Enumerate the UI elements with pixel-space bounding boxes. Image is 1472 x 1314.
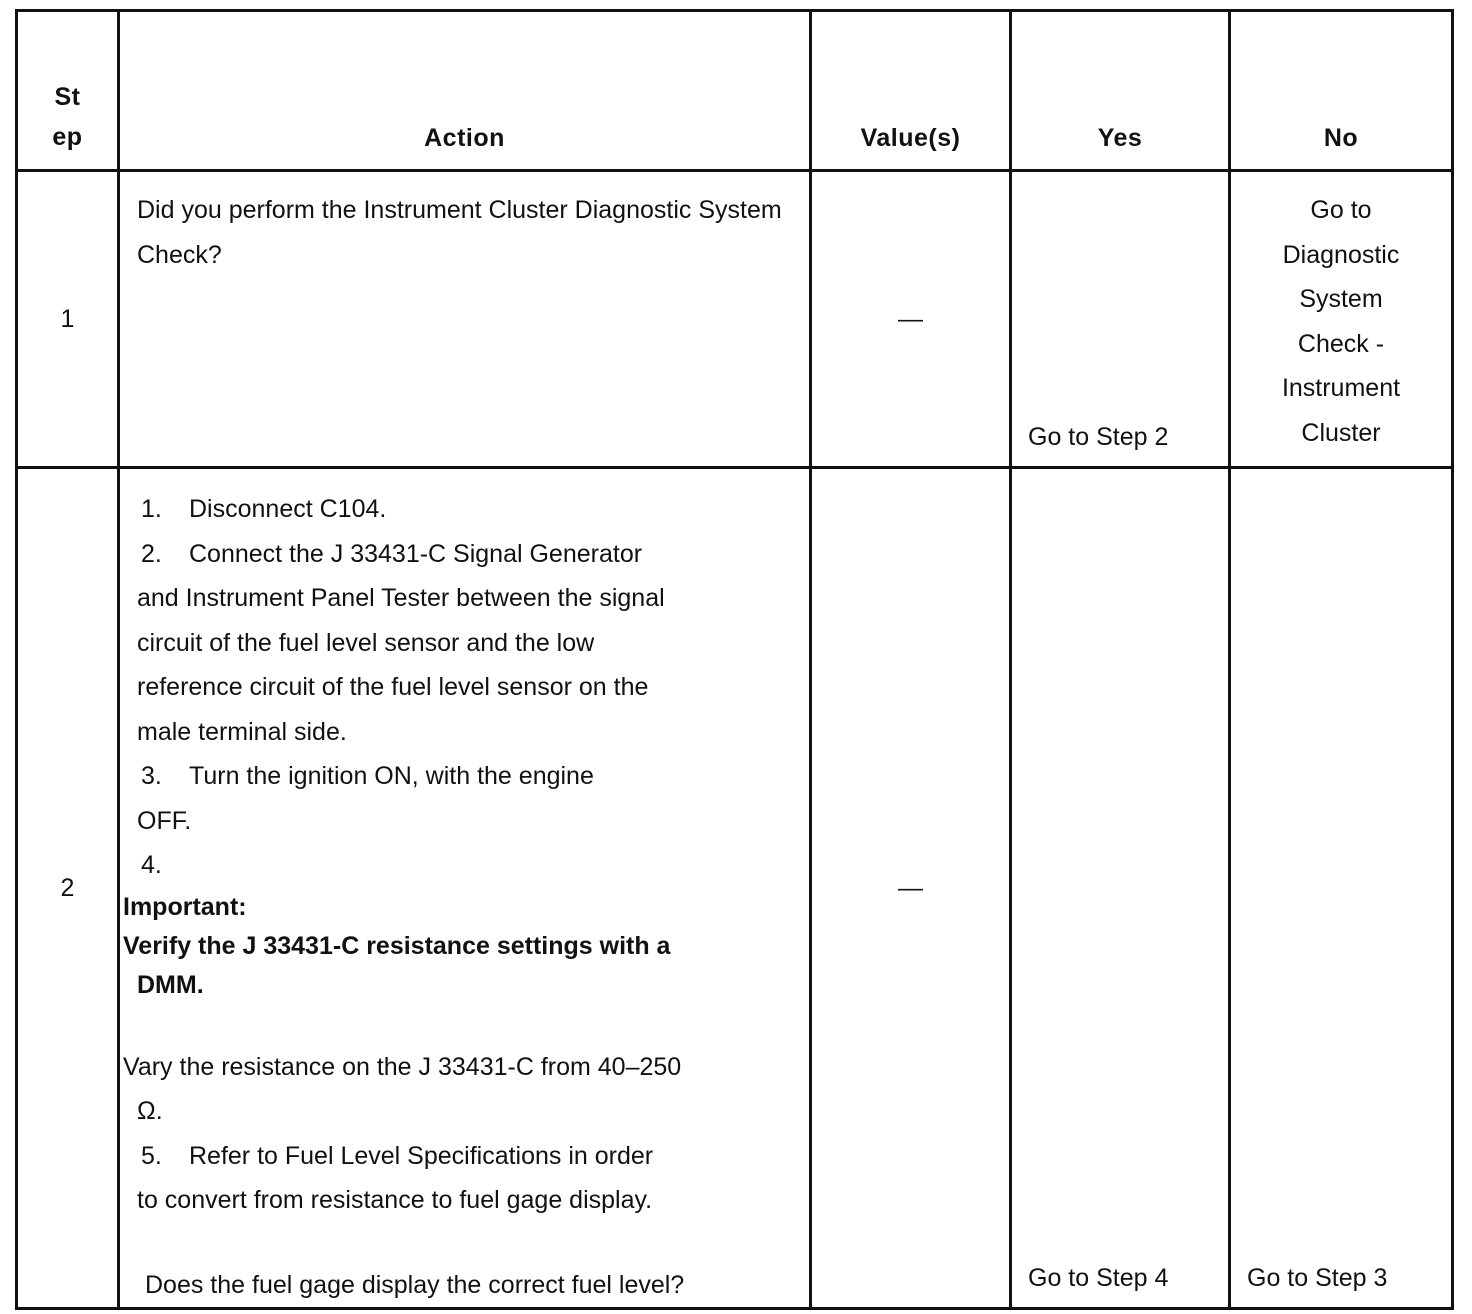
no-line: Check -	[1297, 329, 1385, 358]
table-row-step-1	[17, 171, 1453, 468]
header-step-line2: ep	[52, 123, 83, 151]
no-link[interactable]: Go to Step 3	[1247, 1264, 1388, 1292]
important-text: Verify the J 33431-C resistance settings with a	[123, 931, 671, 960]
action-line: 5. Refer to Fuel Level Specifications in order	[141, 1141, 654, 1170]
action-line: male terminal side.	[137, 717, 347, 746]
no-line: Go to	[1310, 196, 1372, 224]
action-line: to convert from resistance to fuel gage display.	[137, 1186, 653, 1214]
header-values: Value(s)	[811, 11, 1011, 171]
no-line: Cluster	[1301, 418, 1381, 447]
diagnostic-table	[15, 9, 1454, 1310]
important-text: DMM.	[137, 970, 204, 999]
action-line: reference circuit of the fuel level sensor on the	[137, 673, 649, 701]
action-line: circuit of the fuel level sensor and the low	[137, 628, 595, 657]
header-step-line1: St	[54, 83, 81, 111]
important-label: Important:	[123, 892, 247, 921]
step-number: 1	[17, 171, 119, 468]
action-steps	[119, 468, 811, 1309]
no-line: Diagnostic	[1282, 240, 1400, 269]
header-no: No	[1230, 11, 1453, 171]
header-action: Action	[119, 11, 811, 171]
no-cell[interactable]	[1230, 171, 1453, 468]
spacer	[123, 1005, 799, 1045]
header-yes: Yes	[1011, 11, 1230, 171]
step-number: 2	[17, 468, 119, 1309]
action-line: 3. Turn the ignition ON, with the engine	[141, 762, 594, 790]
action-line: OFF.	[137, 806, 192, 835]
yes-link[interactable]: Go to Step 2	[1028, 423, 1169, 451]
action-question: Does the fuel gage display the correct fuel level?	[145, 1270, 685, 1299]
action-line: Ω.	[137, 1097, 163, 1125]
yes-cell	[1011, 468, 1230, 1309]
value-cell: —	[811, 171, 1011, 468]
table-row-step-2	[17, 468, 1453, 1309]
value-cell: —	[811, 468, 1011, 1309]
action-line: Vary the resistance on the J 33431-C from 40–250	[123, 1052, 682, 1081]
action-line: 4.	[141, 851, 162, 879]
header-step	[17, 11, 119, 171]
no-line: System	[1299, 285, 1383, 313]
header-row	[17, 11, 1453, 171]
action-line: and Instrument Panel Tester between the signal	[137, 584, 665, 612]
yes-link[interactable]: Go to Step 4	[1028, 1264, 1169, 1292]
no-cell	[1230, 468, 1453, 1309]
action-text: Did you perform the Instrument Cluster Diagnostic System Check?	[119, 171, 811, 468]
action-line: 2. Connect the J 33431-C Signal Generator	[141, 539, 643, 568]
yes-cell	[1011, 171, 1230, 468]
no-line: Instrument	[1281, 374, 1401, 402]
action-line: 1. Disconnect C104.	[141, 495, 387, 523]
